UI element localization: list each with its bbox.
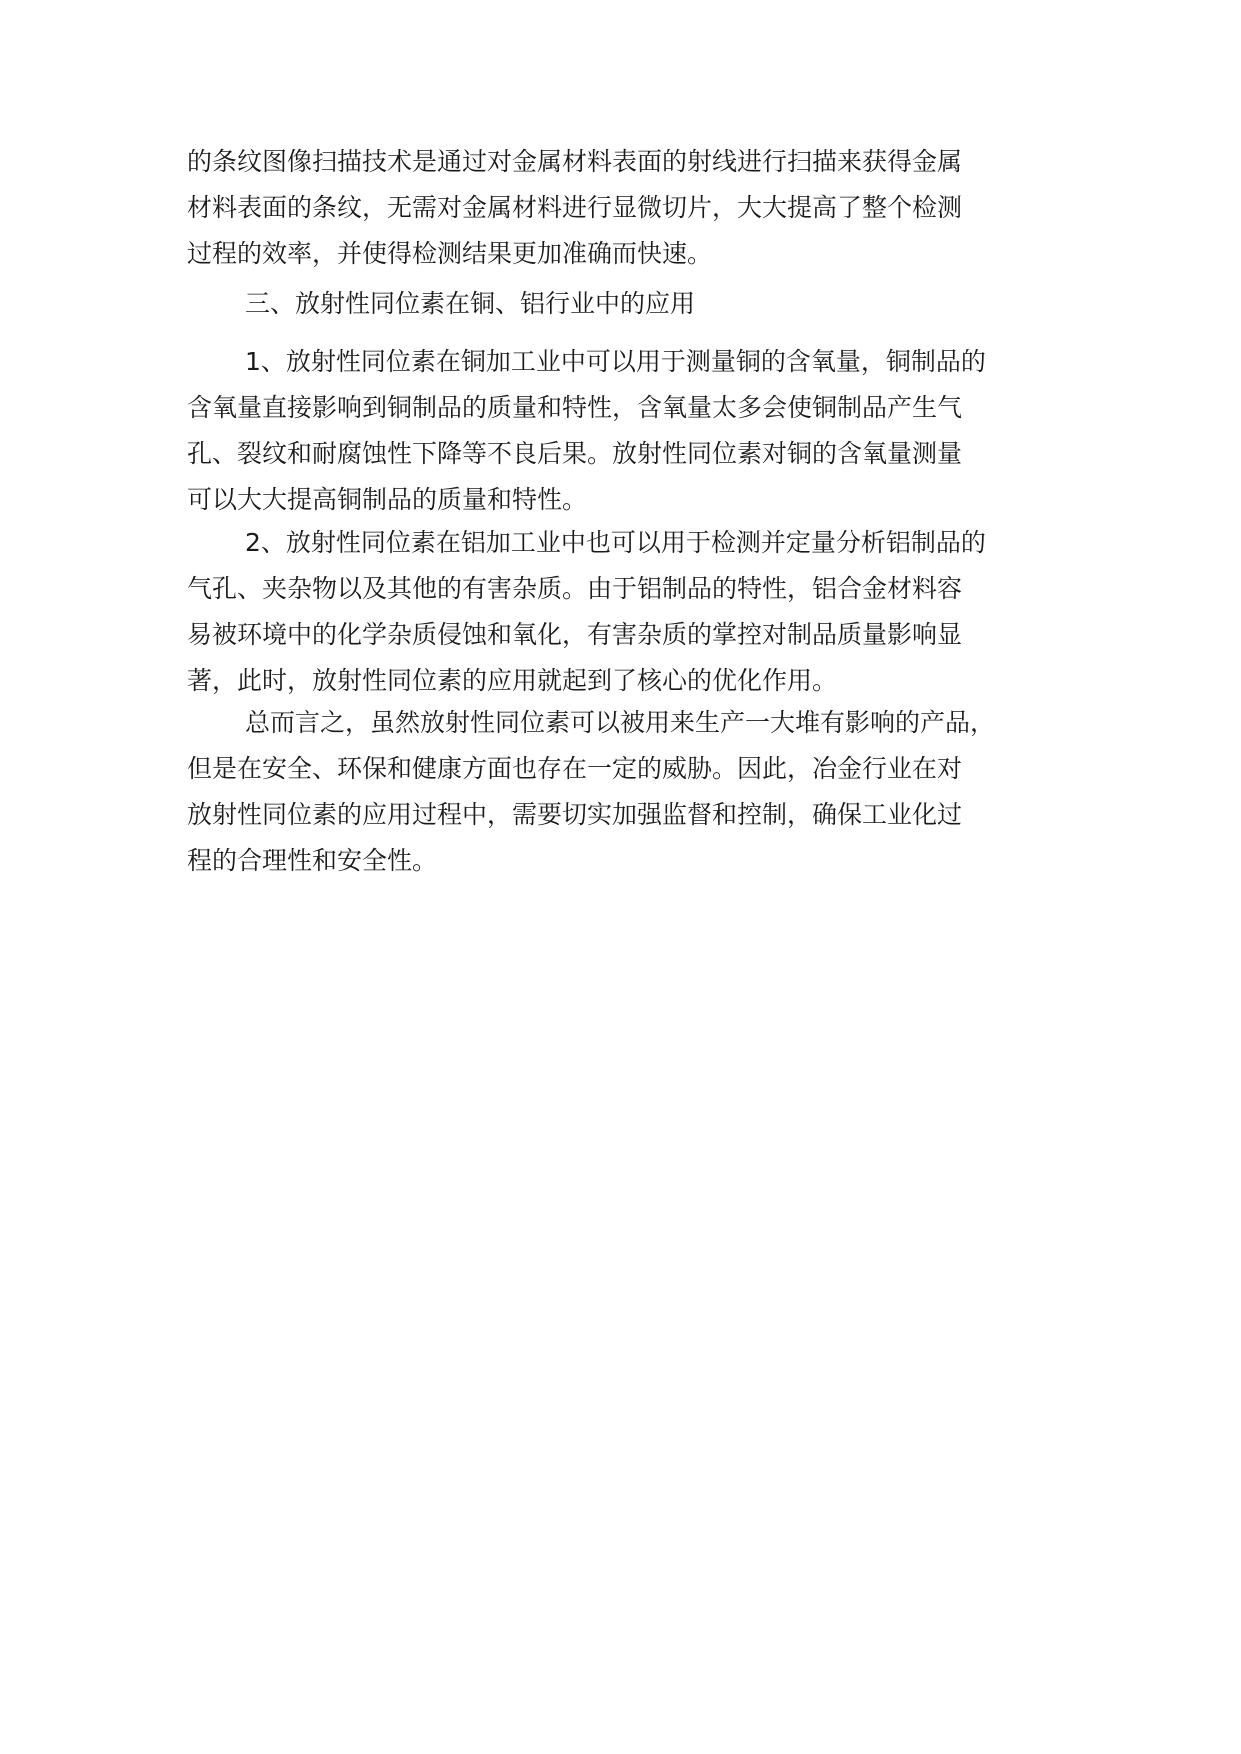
text-line: 孔、裂纹和耐腐蚀性下降等不良后果。放射性同位素对铜的含氧量测量 bbox=[187, 439, 963, 468]
text-line: 2、放射性同位素在铝加工业中也可以用于检测并定量分析铝制品的 bbox=[245, 528, 986, 557]
text-line: 但是在安全、环保和健康方面也存在一定的威胁。因此，冶金行业在对 bbox=[187, 754, 963, 783]
text-line: 著，此时，放射性同位素的应用就起到了核心的优化作用。 bbox=[187, 666, 838, 695]
text-line: 可以大大提高铜制品的质量和特性。 bbox=[187, 485, 588, 514]
text-line: 放射性同位素的应用过程中，需要切实加强监督和控制，确保工业化过 bbox=[187, 800, 963, 829]
paragraph-aluminum bbox=[187, 520, 986, 704]
text-line: 的条纹图像扫描技术是通过对金属材料表面的射线进行扫描来获得金属 bbox=[187, 147, 963, 176]
text-line: 含氧量直接影响到铜制品的质量和特性，含氧量太多会使铜制品产生气 bbox=[187, 393, 963, 422]
heading-line: 三、放射性同位素在铜、铝行业中的应用 bbox=[245, 289, 696, 318]
paragraph-conclusion bbox=[187, 700, 995, 884]
text-line: 总而言之，虽然放射性同位素可以被用来生产一大堆有影响的产品， bbox=[245, 708, 996, 737]
text-line: 1、放射性同位素在铜加工业中可以用于测量铜的含氧量，铜制品的 bbox=[245, 347, 986, 376]
text-line: 材料表面的条纹，无需对金属材料进行显微切片，大大提高了整个检测 bbox=[187, 193, 963, 222]
text-line: 过程的效率，并使得检测结果更加准确而快速。 bbox=[187, 239, 713, 268]
text-line: 易被环境中的化学杂质侵蚀和氧化，有害杂质的掌控对制品质量影响显 bbox=[187, 620, 963, 649]
text-line: 气孔、夹杂物以及其他的有害杂质。由于铝制品的特性，铝合金材料容 bbox=[187, 574, 963, 603]
paragraph-copper bbox=[187, 339, 986, 523]
text-line: 程的合理性和安全性。 bbox=[187, 846, 438, 875]
section-heading bbox=[187, 281, 695, 327]
paragraph-continuation bbox=[187, 139, 962, 277]
